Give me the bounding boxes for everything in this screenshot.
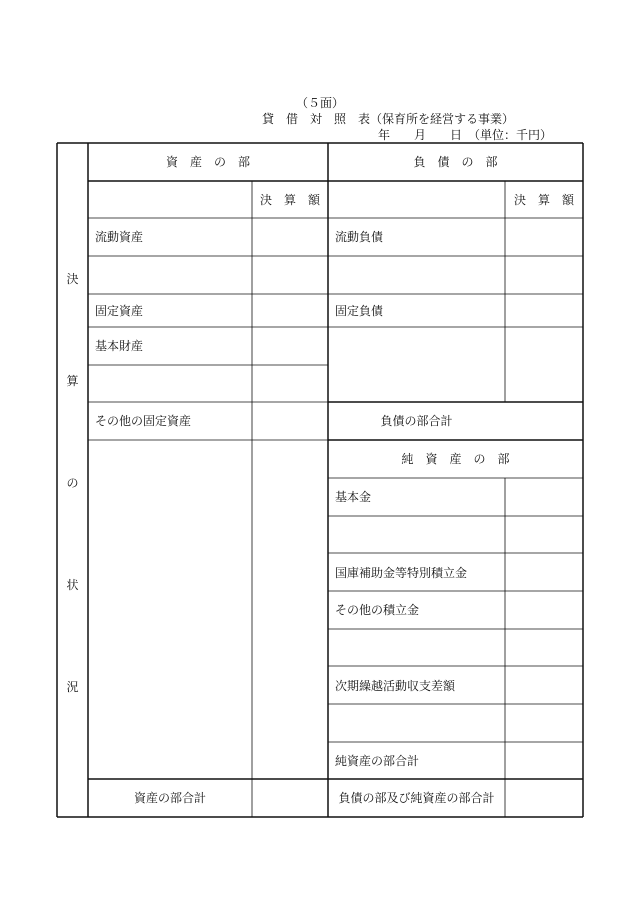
assets-total-label: 資産の部合計	[133, 791, 206, 805]
fixed-liabilities-label: 固定負債	[335, 304, 384, 318]
carryover-difference-label: 次期繰越活動収支差額	[335, 679, 456, 693]
other-reserve-label: その他の積立金	[335, 603, 420, 617]
net-assets-total-label: 純資産の部合計	[335, 754, 420, 768]
net-assets-section-title: 純 資 産 の 部	[401, 452, 510, 466]
side-label-char: の	[66, 476, 79, 490]
side-label-char: 算	[66, 374, 79, 388]
current-liabilities-label: 流動負債	[335, 230, 384, 244]
side-label-char: 状	[66, 578, 79, 592]
subsidy-reserve-label: 国庫補助金等特別積立金	[335, 566, 468, 580]
date-and-unit: 年 月 日 （単位：千円）	[378, 128, 553, 142]
liabilities-total-label: 負債の部合計	[380, 414, 453, 428]
side-label-char: 決	[66, 272, 79, 286]
basic-fund-label: 基本金	[335, 490, 372, 504]
other-fixed-assets-label: その他の固定資産	[95, 414, 192, 428]
page-number: （５面）	[296, 96, 345, 110]
assets-amount-header: 決 算 額	[259, 193, 320, 207]
document-title: 貸 借 対 照 表（保育所を経営する事業）	[262, 112, 515, 126]
grand-total-label: 負債の部及び純資産の部合計	[338, 791, 495, 805]
liabilities-section-title: 負 債 の 部	[413, 155, 498, 169]
liabilities-amount-header: 決 算 額	[513, 193, 574, 207]
side-label-char: 況	[66, 680, 79, 694]
fixed-assets-label: 固定資産	[95, 304, 144, 318]
assets-section-title: 資 産 の 部	[165, 155, 250, 169]
basic-property-label: 基本財産	[95, 339, 144, 353]
current-assets-label: 流動資産	[95, 230, 144, 244]
